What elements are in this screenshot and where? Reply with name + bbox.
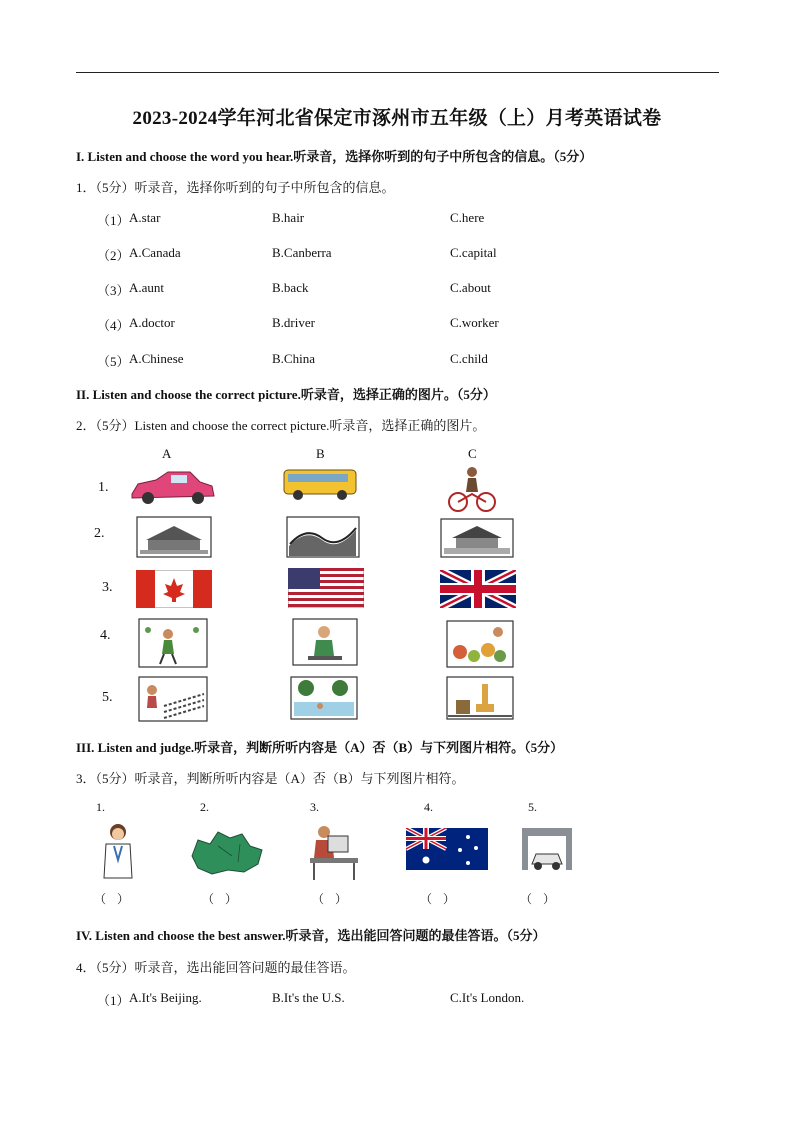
canada-flag-picture[interactable] (136, 570, 212, 608)
top-rule (76, 72, 719, 73)
office-worker-picture (302, 820, 362, 884)
judge-pictures (90, 800, 590, 910)
item-number: 1. (96, 800, 105, 814)
item-number: 3. (310, 800, 319, 814)
option-b[interactable]: B.Canberra (272, 245, 332, 260)
section1-heading: I. Listen and choose the word you hear.听录音，选择你听到的句子中所包含的信息。（5分） (76, 149, 593, 164)
answer-bracket[interactable]: （ ） (202, 892, 242, 906)
section2-heading: II. Listen and choose the correct picture.听录音，选择正确的图片。（5分） (76, 387, 496, 402)
option-a[interactable]: A.doctor (129, 315, 175, 330)
doctor-picture (96, 820, 140, 882)
option-b[interactable]: B.back (272, 280, 309, 295)
option-b[interactable]: B.driver (272, 315, 315, 330)
question4-text: 4．（5分）听录音，选出能回答问题的最佳答语。 (76, 960, 356, 975)
row-number: 4. (100, 628, 111, 643)
column-c-label: C (468, 446, 477, 461)
option-c[interactable]: C.here (450, 210, 485, 225)
option-a[interactable]: A.It's Beijing. (129, 990, 202, 1005)
option-c[interactable]: C.child (450, 351, 488, 366)
row-number: 3. (102, 580, 113, 595)
column-a-label: A (162, 446, 172, 461)
great-wall-picture[interactable] (286, 516, 360, 558)
answer-bracket[interactable]: （ ） (312, 892, 352, 906)
row-number: 5. (102, 690, 113, 705)
option-c[interactable]: C.capital (450, 245, 497, 260)
answer-bracket[interactable]: （ ） (420, 892, 460, 906)
option-b[interactable]: B.China (272, 351, 315, 366)
answer-bracket[interactable]: （ ） (520, 892, 560, 906)
garden-picture[interactable] (446, 620, 514, 668)
uk-flag-picture[interactable] (440, 570, 516, 608)
car-picture[interactable] (128, 468, 216, 506)
item-number: 4. (424, 800, 433, 814)
cook-picture[interactable] (292, 618, 358, 666)
question2-text: 2．（5分）Listen and choose the correct picture.听录音，选择正确的图片。 (76, 418, 486, 433)
car-wash-picture (518, 824, 576, 880)
item-number: 5. (528, 800, 537, 814)
walking-man-picture[interactable] (138, 618, 208, 668)
option-a[interactable]: A.star (129, 210, 161, 225)
option-a[interactable]: A.Canada (129, 245, 181, 260)
option-c[interactable]: C.about (450, 280, 491, 295)
australia-flag-picture (406, 828, 488, 870)
question1-text: 1．（5分）听录音，选择你听到的句子中所包含的信息。 (76, 180, 395, 195)
option-c[interactable]: C.worker (450, 315, 499, 330)
bus-picture[interactable] (282, 466, 358, 502)
park-picture[interactable] (290, 676, 358, 720)
option-b[interactable]: B.hair (272, 210, 305, 225)
answer-bracket[interactable]: （ ） (94, 892, 134, 906)
usa-flag-picture[interactable] (288, 568, 364, 608)
question3-text: 3．（5分）听录音，判断所听内容是（A）否（B）与下列图片相符。 (76, 771, 465, 786)
classroom-picture[interactable] (138, 676, 208, 722)
forbidden-city-picture[interactable] (440, 518, 514, 558)
section3-heading: III. Listen and judge.听录音，判断所听内容是（A）否（B）与下列图片相符。（5分） (76, 740, 564, 755)
option-b[interactable]: B.It's the U.S. (272, 990, 345, 1005)
item-number: 2. (200, 800, 209, 814)
row-number: 1. (98, 480, 109, 495)
option-a[interactable]: A.Chinese (129, 351, 184, 366)
column-b-label: B (316, 446, 325, 461)
picture-grid (90, 440, 530, 730)
section4-heading: IV. Listen and choose the best answer.听录音，选出能回答问题的最佳答语。（5分） (76, 928, 546, 943)
canada-map-picture (188, 826, 266, 878)
zoo-picture[interactable] (446, 676, 514, 720)
option-a[interactable]: A.aunt (129, 280, 165, 295)
tiananmen-picture[interactable] (136, 516, 212, 558)
option-c[interactable]: C.It's London. (450, 990, 525, 1005)
row-number: 2. (94, 526, 105, 541)
bicycle-picture[interactable] (446, 464, 498, 514)
page-title: 2023-2024学年河北省保定市涿州市五年级（上）月考英语试卷 (132, 108, 662, 129)
